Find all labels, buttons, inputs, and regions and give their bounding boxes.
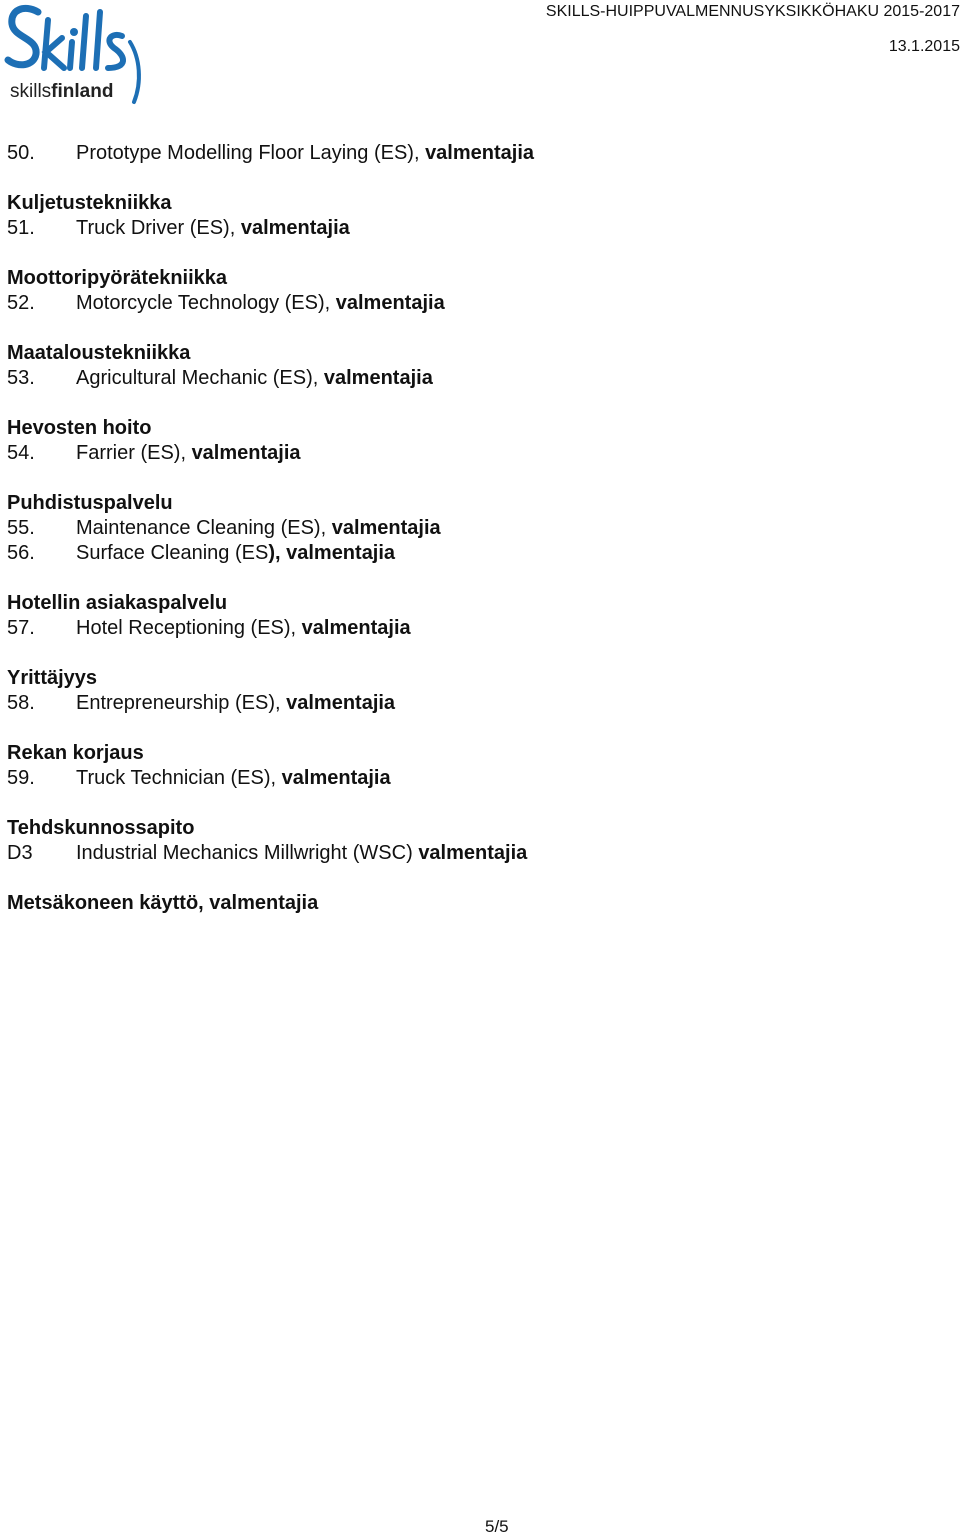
category-heading: Metsäkoneen käyttö, valmentajia xyxy=(7,892,319,914)
list-item xyxy=(7,616,947,641)
item-name: Agricultural Mechanic (ES), xyxy=(76,367,319,389)
item-role: valmentajia xyxy=(301,617,411,639)
item-role: valmentajia xyxy=(418,842,528,864)
list-item xyxy=(7,766,947,791)
category-heading: Yrittäjyys xyxy=(7,667,98,689)
item-name: Surface Cleaning (ES xyxy=(76,542,269,564)
item-role: ), valmentajia xyxy=(268,542,396,564)
item-number: 57. xyxy=(7,617,35,639)
list-item xyxy=(7,441,947,466)
category-heading: Tehdskunnossapito xyxy=(7,817,195,839)
category-heading: Hevosten hoito xyxy=(7,417,152,439)
category-heading: Kuljetustekniikka xyxy=(7,192,172,214)
item-name: Motorcycle Technology (ES), xyxy=(76,292,331,314)
skills-list xyxy=(7,141,947,916)
skills-logo-icon xyxy=(4,2,144,108)
item-name: Prototype Modelling Floor Laying (ES), xyxy=(76,142,420,164)
list-item xyxy=(7,516,947,541)
item-number: 58. xyxy=(7,692,35,714)
document-title: SKILLS-HUIPPUVALMENNUSYKSIKKÖHAKU 2015-2017 xyxy=(545,3,960,20)
item-name: Maintenance Cleaning (ES), xyxy=(76,517,327,539)
item-name: Industrial Mechanics Millwright (WSC) xyxy=(76,842,413,864)
item-role: valmentajia xyxy=(425,142,535,164)
svg-text:skillsfinland: skillsfinland xyxy=(10,81,114,102)
item-number: 56. xyxy=(7,542,35,564)
item-role: valmentajia xyxy=(286,692,396,714)
list-item xyxy=(7,366,947,391)
item-role: valmentajia xyxy=(191,442,301,464)
document-date: 13.1.2015 xyxy=(888,38,960,55)
item-role: valmentajia xyxy=(323,367,433,389)
item-number: 50. xyxy=(7,142,35,164)
list-item xyxy=(7,691,947,716)
item-number: 51. xyxy=(7,217,35,239)
item-number: 54. xyxy=(7,442,35,464)
category-heading: Rekan korjaus xyxy=(7,742,144,764)
item-role: valmentajia xyxy=(335,292,445,314)
page-number: 5/5 xyxy=(485,1517,509,1536)
list-item xyxy=(7,141,947,166)
category-heading: Maataloustekniikka xyxy=(7,342,191,364)
item-role: valmentajia xyxy=(281,767,391,789)
item-number: 59. xyxy=(7,767,35,789)
item-role: valmentajia xyxy=(240,217,350,239)
list-item xyxy=(7,291,947,316)
category-heading: Hotellin asiakaspalvelu xyxy=(7,592,228,614)
list-item xyxy=(7,541,947,566)
category-heading: Moottoripyörätekniikka xyxy=(7,267,228,289)
item-number: D3 xyxy=(7,842,33,864)
item-name: Farrier (ES), xyxy=(76,442,186,464)
item-name: Truck Technician (ES), xyxy=(76,767,277,789)
list-item xyxy=(7,841,947,866)
item-number: 52. xyxy=(7,292,35,314)
item-number: 55. xyxy=(7,517,35,539)
item-name: Entrepreneurship (ES), xyxy=(76,692,281,714)
skills-finland-logo xyxy=(4,2,144,108)
item-name: Truck Driver (ES), xyxy=(76,217,236,239)
item-role: valmentajia xyxy=(331,517,441,539)
list-item xyxy=(7,216,947,241)
category-heading: Puhdistuspalvelu xyxy=(7,492,173,514)
item-number: 53. xyxy=(7,367,35,389)
item-name: Hotel Receptioning (ES), xyxy=(76,617,297,639)
